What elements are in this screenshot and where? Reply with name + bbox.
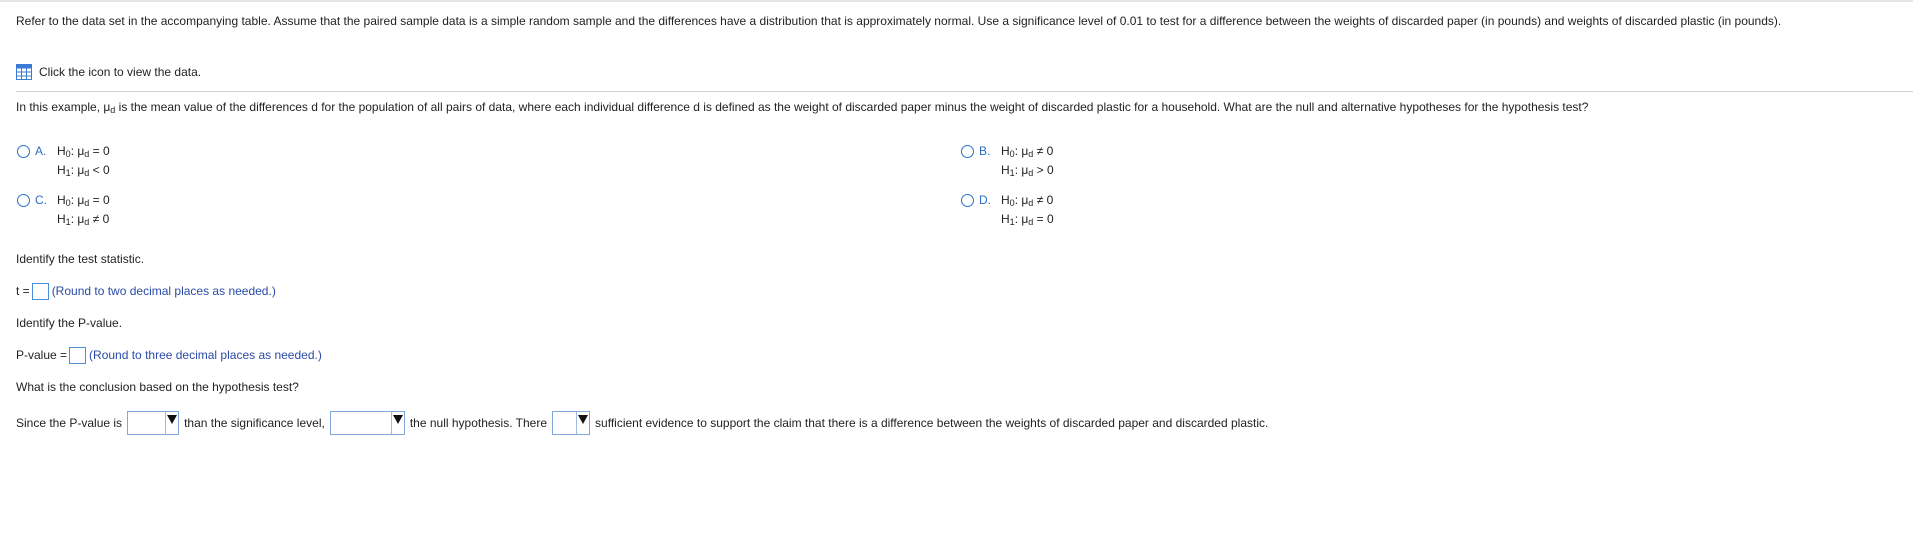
p-value-row: [16, 345, 322, 365]
radio-option-b[interactable]: [961, 145, 974, 158]
conclusion-text-2: than the significance level,: [184, 416, 325, 430]
option-b[interactable]: [961, 143, 1054, 181]
t-label: t =: [16, 284, 30, 298]
option-a[interactable]: [17, 143, 110, 181]
view-data-text[interactable]: Click the icon to view the data.: [39, 65, 202, 79]
dropdown-field[interactable]: [331, 412, 391, 434]
dropdown-arrow-icon[interactable]: [391, 412, 404, 434]
dropdown-arrow-icon[interactable]: [165, 412, 178, 434]
alternative-hypothesis: $H_1$: $\mu_d = 0$: [1001, 212, 1054, 227]
null-hypothesis: $H_0$: $\mu_d \ne 0$: [1001, 144, 1054, 159]
null-hypothesis: $H_0$: $\mu_d = 0$: [57, 144, 110, 159]
radio-option-d[interactable]: [961, 194, 974, 207]
table-icon[interactable]: [16, 64, 32, 80]
option-letter: C.: [35, 193, 47, 207]
hypotheses: [57, 143, 110, 181]
dropdown-field[interactable]: [128, 412, 165, 434]
radio-option-c[interactable]: [17, 194, 30, 207]
top-border: [0, 0, 1913, 2]
alternative-hypothesis: $H_1$: $\mu_d < 0$: [57, 163, 110, 178]
alternative-hypothesis: $H_1$: $\mu_d \ne 0$: [57, 212, 110, 227]
null-hypothesis: $H_0$: $\mu_d = 0$: [57, 193, 110, 208]
conclusion-text-3: the null hypothesis. There: [409, 416, 548, 430]
null-hypothesis: $H_0$: $\mu_d \ne 0$: [1001, 193, 1054, 208]
dropdown-field[interactable]: [553, 412, 576, 434]
p-value-input[interactable]: [69, 347, 86, 364]
p-value-label: P-value =: [16, 348, 68, 362]
t-statistic-input[interactable]: [32, 283, 49, 300]
option-d[interactable]: [961, 192, 1054, 230]
decision-dropdown[interactable]: [330, 411, 405, 435]
evidence-dropdown[interactable]: [552, 411, 590, 435]
hypotheses: [1001, 192, 1054, 230]
conclusion-text-4: sufficient evidence to support the claim that there is a difference between the weights of discarded paper and discarded plastic.: [595, 416, 1269, 430]
option-letter: A.: [35, 144, 47, 158]
test-statistic-prompt: Identify the test statistic.: [16, 252, 145, 266]
t-rounding-hint: (Round to two decimal places as needed.): [51, 284, 276, 298]
test-statistic-row: [16, 281, 276, 301]
dropdown-arrow-icon[interactable]: [576, 412, 589, 434]
view-data-link[interactable]: [16, 64, 201, 80]
mu-subscript: d: [110, 105, 116, 115]
conclusion-text-1: Since the P-value is: [16, 416, 123, 430]
option-c[interactable]: [17, 192, 110, 230]
option-letter: B.: [979, 144, 991, 158]
hypotheses: [57, 192, 110, 230]
hypothesis-question: In this example, $\mu_d$ is the mean value of the differences d for the population of all pairs of data, where each individual difference d is defined as the weight of discarded paper minus the weight of discarded plastic for a household. What are the null and alternative hypotheses for the hypothesis test?: [16, 100, 1589, 115]
radio-option-a[interactable]: [17, 145, 30, 158]
conclusion-row: [16, 410, 1268, 436]
mu-symbol: μ: [103, 100, 111, 114]
divider: [16, 91, 1913, 92]
p-rounding-hint: (Round to three decimal places as needed.): [89, 348, 322, 362]
conclusion-prompt: What is the conclusion based on the hypothesis test?: [16, 380, 299, 394]
problem-statement: Refer to the data set in the accompanying table. Assume that the paired sample data is a simple random sample and the differences have a distribution that is approximately normal. Use a significance level of 0.01 to test for a difference between the weights of discarded paper (in pounds) and weights of discarded plastic (in pounds).: [16, 14, 1782, 28]
comparison-dropdown[interactable]: [127, 411, 179, 435]
p-value-prompt: Identify the P-value.: [16, 316, 123, 330]
alternative-hypothesis: $H_1$: $\mu_d > 0$: [1001, 163, 1054, 178]
hypotheses: [1001, 143, 1054, 181]
option-letter: D.: [979, 193, 991, 207]
